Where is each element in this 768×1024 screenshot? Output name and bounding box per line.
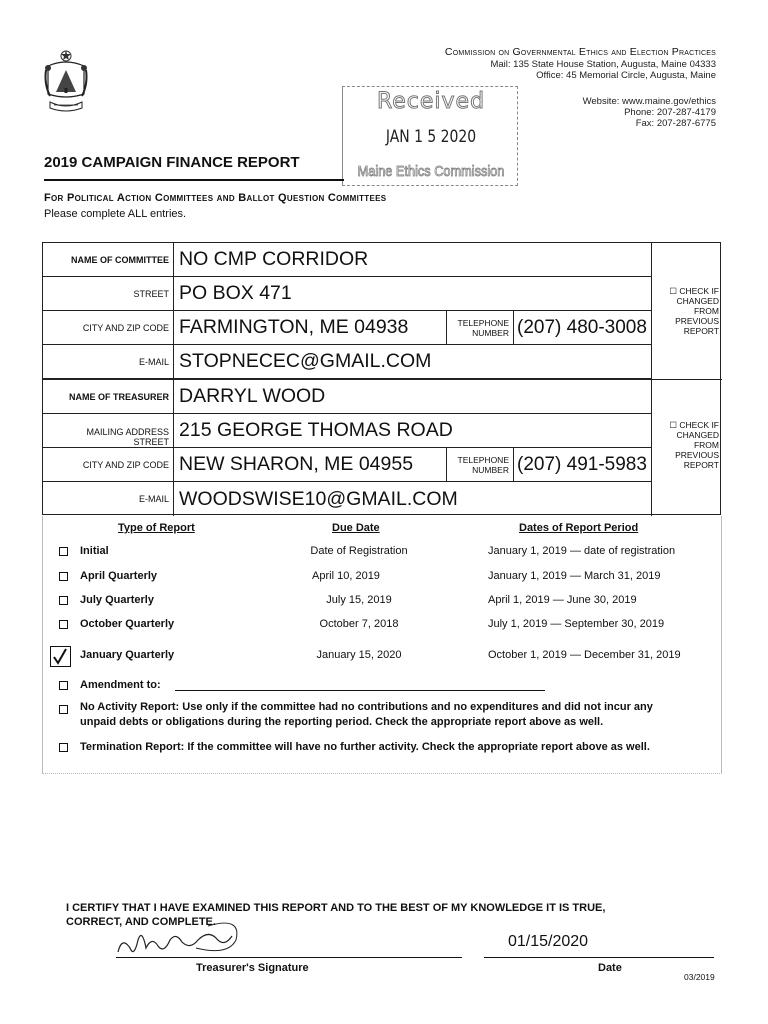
form-revision-code: 03/2019: [684, 972, 715, 982]
treasurer-street-field[interactable]: 215 GEORGE THOMAS ROAD: [179, 419, 453, 441]
date-label: Date: [598, 962, 622, 974]
report-subtitle: For Political Action Committees and Ballot Question Committees: [44, 192, 387, 204]
treasurer-email-label: E-MAIL: [43, 482, 174, 516]
committee-street-row: [43, 277, 651, 311]
committee-telephone-label: [446, 311, 514, 344]
october-due-date: October 7, 2018: [319, 618, 399, 630]
commission-name-text: Commission on Governmental Ethics and Election Practices: [444, 46, 716, 58]
amendment-checkbox[interactable]: [59, 681, 68, 690]
committee-city-row: [43, 311, 651, 345]
treasurer-email-field[interactable]: WOODSWISE10@GMAIL.COM: [179, 487, 458, 510]
certification-line1: I CERTIFY THAT I HAVE EXAMINED THIS REPORT AND TO THE BEST OF MY KNOWLEDGE IT IS TRUE,: [66, 902, 606, 914]
april-due-date: April 10, 2019: [312, 570, 380, 582]
committee-email-label: E-MAIL: [43, 345, 174, 378]
treasurer-telephone-label: [446, 448, 514, 481]
treasurer-changed-checkbox[interactable]: [655, 420, 719, 470]
initial-label: Initial: [80, 545, 109, 557]
treasurer-signature: [112, 918, 262, 960]
mailing-address-label: MAILING ADDRESS: [86, 427, 169, 437]
treasurer-street-row: [43, 414, 651, 448]
amendment-label: Amendment to:: [80, 679, 161, 691]
due-date-header: Due Date: [332, 522, 380, 534]
april-quarterly-checkbox[interactable]: [59, 572, 68, 581]
july-quarterly-label: July Quarterly: [80, 594, 154, 606]
no-activity-checkbox[interactable]: [59, 705, 68, 714]
committee-street-field[interactable]: PO BOX 471: [179, 282, 292, 304]
committee-name-row: [43, 243, 651, 277]
january-quarterly-checkbox[interactable]: [50, 646, 71, 667]
no-activity-line1: No Activity Report: Use only if the committee had no contributions and no expenditures and did not incur any: [80, 701, 653, 713]
january-quarterly-label: January Quarterly: [80, 649, 175, 661]
telephone-label-line1: TELEPHONE: [457, 317, 509, 328]
instructions: Please complete ALL entries.: [44, 208, 187, 220]
termination-text: Termination Report: If the committee will have no further activity. Check the appropriate report above as well.: [80, 741, 650, 753]
committee-info-table: [42, 242, 721, 515]
check-note-line: PREVIOUS: [675, 450, 719, 460]
committee-changed-checkbox[interactable]: [655, 286, 719, 336]
treasurer-name-field[interactable]: DARRYL WOOD: [179, 385, 326, 407]
committee-email-row: [43, 345, 651, 379]
amendment-input-line[interactable]: [175, 690, 545, 691]
treasurer-city-label: CITY AND ZIP CODE: [43, 448, 174, 481]
phone: Phone: 207-287-4179: [624, 107, 716, 118]
section-divider: [43, 379, 722, 380]
stamp-date: JAN 1 5 2020: [385, 127, 477, 147]
date-line[interactable]: [484, 957, 714, 958]
check-note-line: FROM: [693, 306, 719, 316]
treasurer-city-field[interactable]: NEW SHARON, ME 04955: [179, 453, 414, 475]
july-quarterly-checkbox[interactable]: [59, 596, 68, 605]
october-quarterly-checkbox[interactable]: [59, 620, 68, 629]
website: Website: www.maine.gov/ethics: [582, 96, 716, 107]
signature-line[interactable]: [116, 957, 462, 958]
title-underline: [44, 179, 344, 181]
july-due-date: July 15, 2019: [326, 594, 392, 606]
committee-name-field[interactable]: NO CMP CORRIDOR: [179, 248, 369, 270]
initial-checkbox[interactable]: [59, 547, 68, 556]
stamp-received-text: Received: [376, 89, 486, 114]
check-note-line: PREVIOUS: [675, 316, 719, 326]
maine-state-seal-logo: [42, 48, 90, 118]
certification-line2: CORRECT, AND COMPLETE.: [66, 916, 216, 928]
page-title: 2019 CAMPAIGN FINANCE REPORT: [44, 154, 300, 171]
stamp-org: Maine Ethics Commission: [357, 163, 505, 180]
check-note-line: CHANGED: [676, 430, 719, 440]
type-of-report-header: Type of Report: [118, 522, 195, 534]
no-activity-line2: unpaid debts or obligations during the reporting period. Check the appropriate report above as well.: [80, 716, 604, 728]
committee-city-label: CITY AND ZIP CODE: [43, 311, 174, 344]
check-note-line: REPORT: [683, 326, 719, 336]
check-note-line: FROM: [693, 440, 719, 450]
initial-due-date: Date of Registration: [310, 545, 408, 557]
committee-name-label: NAME OF COMMITTEE: [43, 243, 174, 276]
october-quarterly-label: October Quarterly: [80, 618, 175, 630]
january-due-date: January 15, 2020: [316, 649, 402, 661]
committee-street-label: STREET: [43, 277, 174, 310]
treasurer-city-row: [43, 448, 651, 482]
check-note-line: ☐ CHECK IF: [669, 286, 719, 296]
no-activity-text: [80, 700, 720, 730]
telephone-label-line2: NUMBER: [472, 464, 509, 475]
january-period: October 1, 2019 — December 31, 2019: [488, 649, 681, 661]
office-address: Office: 45 Memorial Circle, Augusta, Maine: [536, 70, 716, 81]
commission-name: [445, 46, 716, 58]
treasurer-telephone-field[interactable]: (207) 491-5983: [517, 453, 647, 475]
treasurer-name-label: NAME OF TREASURER: [43, 380, 174, 413]
treasurer-street-label: [43, 414, 174, 447]
report-period-header: Dates of Report Period: [519, 522, 639, 534]
checkmark-icon: [51, 647, 70, 666]
committee-telephone-field[interactable]: (207) 480-3008: [517, 316, 647, 338]
fax: Fax: 207-287-6775: [635, 118, 716, 129]
check-note-line: REPORT: [683, 460, 719, 470]
october-period: July 1, 2019 — September 30, 2019: [488, 618, 665, 630]
treasurer-name-row: [43, 380, 651, 414]
received-stamp: [342, 86, 518, 186]
initial-period: January 1, 2019 — date of registration: [488, 545, 676, 557]
telephone-label-line1: TELEPHONE: [457, 454, 509, 465]
check-note-line: ☐ CHECK IF: [669, 420, 719, 430]
mail-address: Mail: 135 State House Station, Augusta, Maine 04333: [490, 59, 716, 70]
street-label: STREET: [133, 437, 169, 447]
signature-date[interactable]: 01/15/2020: [508, 933, 589, 950]
april-quarterly-label: April Quarterly: [80, 570, 158, 582]
termination-checkbox[interactable]: [59, 743, 68, 752]
check-note-line: CHANGED: [676, 296, 719, 306]
april-period: January 1, 2019 — March 31, 2019: [488, 570, 661, 582]
committee-email-field[interactable]: STOPNECEC@GMAIL.COM: [179, 350, 432, 372]
signature-label: Treasurer's Signature: [196, 962, 309, 974]
telephone-label-line2: NUMBER: [472, 327, 509, 338]
treasurer-email-row: [43, 482, 651, 516]
july-period: April 1, 2019 — June 30, 2019: [488, 594, 637, 606]
committee-city-field[interactable]: FARMINGTON, ME 04938: [179, 316, 409, 338]
